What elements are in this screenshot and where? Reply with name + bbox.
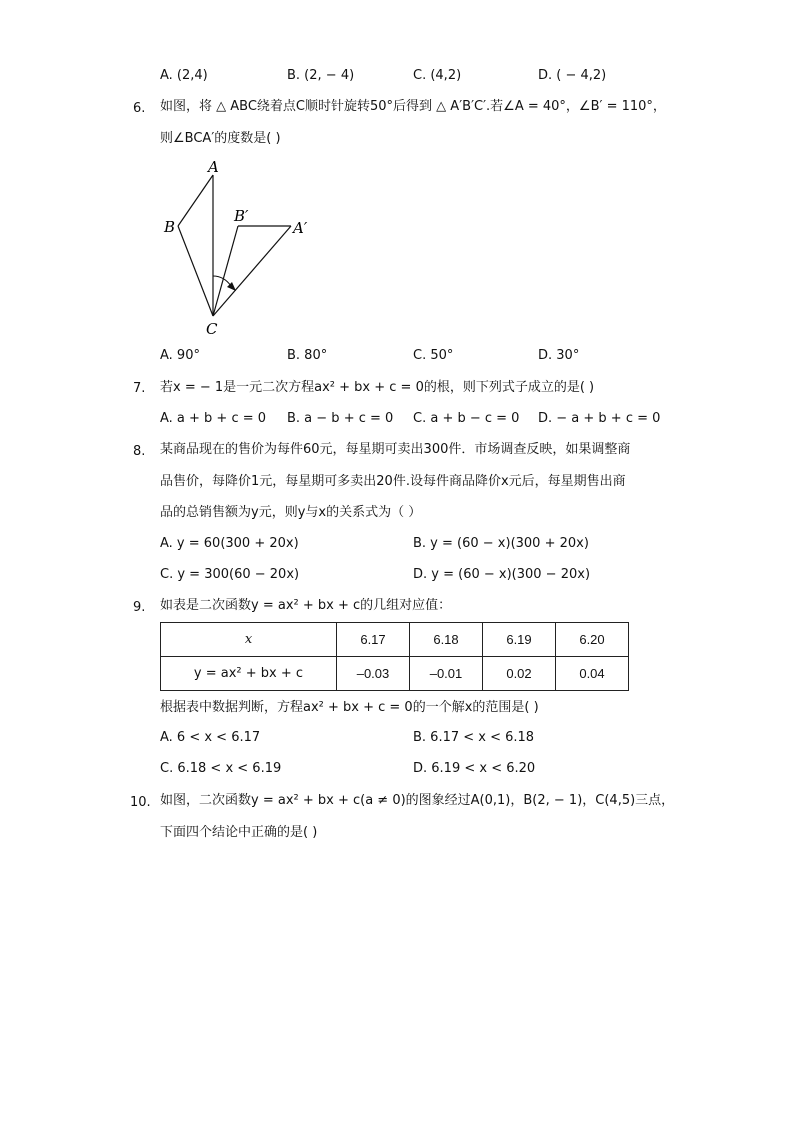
table-row	[161, 623, 629, 657]
q9-option-d: D. 6.19 < x < 6.20	[413, 761, 536, 776]
q5-option-c: C. (4,2)	[413, 68, 462, 83]
label-b-prime: B′	[234, 207, 249, 225]
q9-option-b: B. 6.17 < x < 6.18	[413, 730, 535, 745]
table-header-y: y = ax² + bx + c	[161, 657, 337, 691]
q7-number: 7.	[133, 381, 146, 396]
table-cell: 6.17	[337, 623, 410, 657]
q10-number: 10.	[130, 795, 151, 810]
table-cell: 0.04	[556, 657, 629, 691]
segment-b-prime-c	[213, 226, 238, 316]
q9-option-c: C. 6.18 < x < 6.19	[160, 761, 282, 776]
q8-option-a: A. y = 60(300 + 20x)	[160, 536, 299, 551]
table-cell: –0.01	[410, 657, 483, 691]
q5-option-d: D. ( − 4,2)	[538, 68, 607, 83]
q5-option-a: A. (2,4)	[160, 68, 208, 83]
q5-option-b: B. (2, − 4)	[287, 68, 355, 83]
segment-ab	[178, 175, 213, 226]
q10-stem-line2: 下面四个结论中正确的是( )	[160, 825, 318, 840]
q9-option-a: A. 6 < x < 6.17	[160, 730, 261, 745]
q7-stem: 若x = − 1是一元二次方程ax² + bx + c = 0的根，则下列式子成立的是( )	[160, 380, 595, 395]
q6-stem-line2: 则∠BCA′的度数是( )	[160, 131, 281, 146]
table-cell: 6.20	[556, 623, 629, 657]
q8-option-b: B. y = (60 − x)(300 + 20x)	[413, 536, 589, 551]
q9-stem-line1: 如表是二次函数y = ax² + bx + c的几组对应值：	[160, 598, 452, 613]
table-cell: 6.18	[410, 623, 483, 657]
label-b: B	[164, 218, 176, 236]
q8-number: 8.	[133, 444, 146, 459]
q7-option-d: D. − a + b + c = 0	[538, 411, 661, 426]
q8-option-c: C. y = 300(60 − 20x)	[160, 567, 300, 582]
table-row	[161, 657, 629, 691]
q6-rotation-figure	[158, 155, 328, 340]
table-cell: –0.03	[337, 657, 410, 691]
q9-number: 9.	[133, 600, 146, 615]
table-cell: 6.19	[483, 623, 556, 657]
q6-option-d: D. 30°	[538, 348, 580, 363]
label-c: C	[206, 320, 218, 338]
label-a-prime: A′	[293, 219, 308, 237]
q7-option-c: C. a + b − c = 0	[413, 411, 520, 426]
segment-bc	[178, 226, 213, 316]
q6-option-c: C. 50°	[413, 348, 454, 363]
q7-option-a: A. a + b + c = 0	[160, 411, 267, 426]
table-cell: 0.02	[483, 657, 556, 691]
q8-stem-line1: 某商品现在的售价为每件60元，每星期可卖出300件．市场调查反映，如果调整商	[160, 442, 631, 457]
label-a: A	[208, 158, 219, 176]
table-header-x: x	[161, 623, 337, 657]
q8-option-d: D. y = (60 − x)(300 − 20x)	[413, 567, 591, 582]
q6-option-b: B. 80°	[287, 348, 328, 363]
q8-stem-line2: 品售价，每降价1元，每星期可多卖出20件.设每件商品降价x元后，每星期售出商	[160, 474, 626, 489]
q9-value-table	[160, 622, 629, 691]
q8-stem-line3: 品的总销售额为y元，则y与x的关系式为（ ）	[160, 505, 422, 520]
q9-stem-line2: 根据表中数据判断，方程ax² + bx + c = 0的一个解x的范围是( )	[160, 700, 539, 715]
q7-option-b: B. a − b + c = 0	[287, 411, 394, 426]
q10-stem-line1: 如图，二次函数y = ax² + bx + c(a ≠ 0)的图象经过A(0,1)，B(2, − 1)，C(4,5)三点，	[160, 793, 675, 808]
q6-option-a: A. 90°	[160, 348, 200, 363]
q6-stem-line1: 如图，将 △ ABC绕着点C顺时针旋转50°后得到 △ A′B′C′.若∠A = 40°，∠B′ = 110°，	[160, 99, 666, 114]
segment-a-prime-c	[213, 226, 291, 316]
q6-number: 6.	[133, 101, 146, 116]
